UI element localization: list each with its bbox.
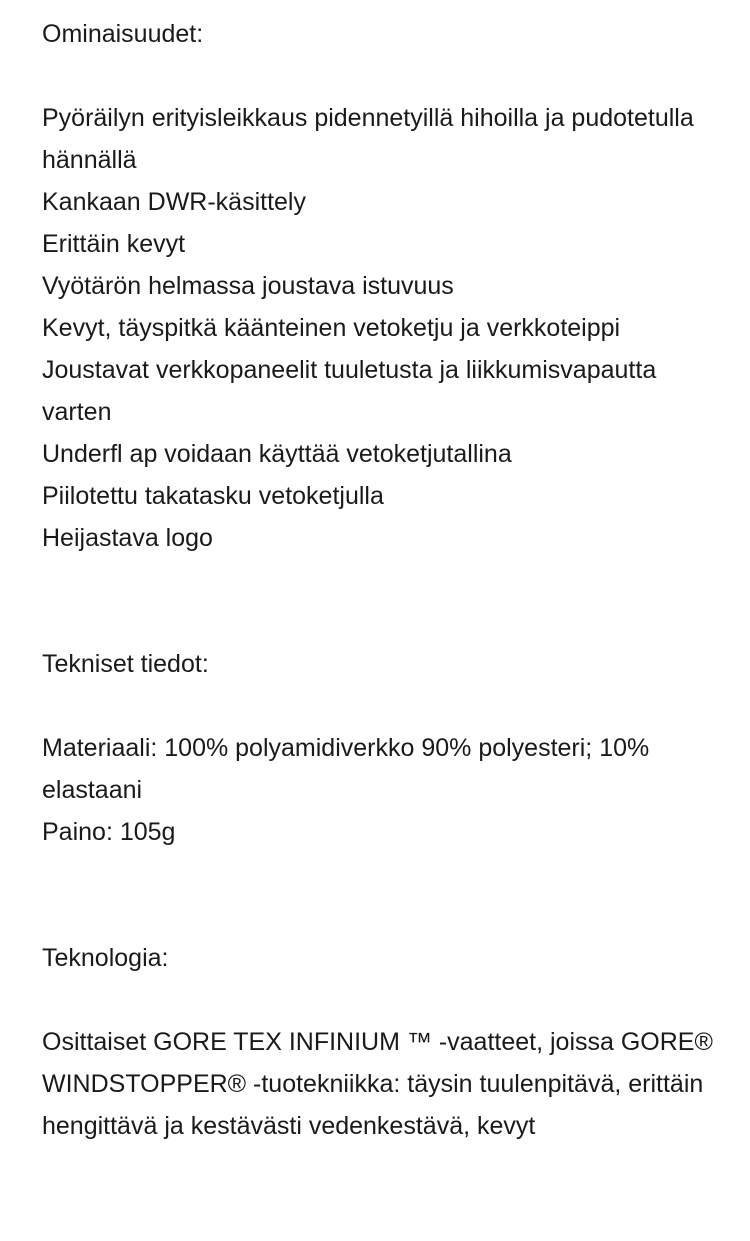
spec-item: Materiaali: 100% polyamidiverkko 90% polyesteri; 10% elastaani: [42, 734, 650, 804]
spacer: [42, 685, 732, 727]
product-description: [42, 13, 732, 1147]
feature-item: Kevyt, täyspitkä käänteinen vetoketju ja verkkoteippi: [42, 314, 621, 342]
spacer: [42, 853, 732, 937]
feature-item: Pyöräilyn erityisleikkaus pidennetyillä hihoilla ja pudotetulla hännällä: [42, 104, 694, 174]
features-heading: Ominaisuudet:: [42, 20, 204, 48]
spacer: [42, 559, 732, 643]
technology-heading: Teknologia:: [42, 944, 169, 972]
feature-item: Heijastava logo: [42, 524, 213, 552]
technology-text: Osittaiset GORE TEX INFINIUM ™ -vaatteet, joissa GORE® WINDSTOPPER® -tuotekniikka: täysin tuulenpitävä, erittäin hengittävä ja kestävästi vedenkestävä, kevyt: [42, 1028, 713, 1140]
feature-item: Kankaan DWR-käsittely: [42, 188, 306, 216]
feature-item: Piilotettu takatasku vetoketjulla: [42, 482, 384, 510]
specs-list: [42, 727, 732, 853]
feature-item: Erittäin kevyt: [42, 230, 186, 258]
features-list: [42, 97, 732, 559]
spacer: [42, 55, 732, 97]
spacer: [42, 979, 732, 1021]
specs-heading: Tekniset tiedot:: [42, 650, 209, 678]
feature-item: Vyötärön helmassa joustava istuvuus: [42, 272, 454, 300]
spec-item: Paino: 105g: [42, 818, 176, 846]
feature-item: Underfl ap voidaan käyttää vetoketjutallina: [42, 440, 512, 468]
feature-item: Joustavat verkkopaneelit tuuletusta ja liikkumisvapautta varten: [42, 356, 657, 426]
